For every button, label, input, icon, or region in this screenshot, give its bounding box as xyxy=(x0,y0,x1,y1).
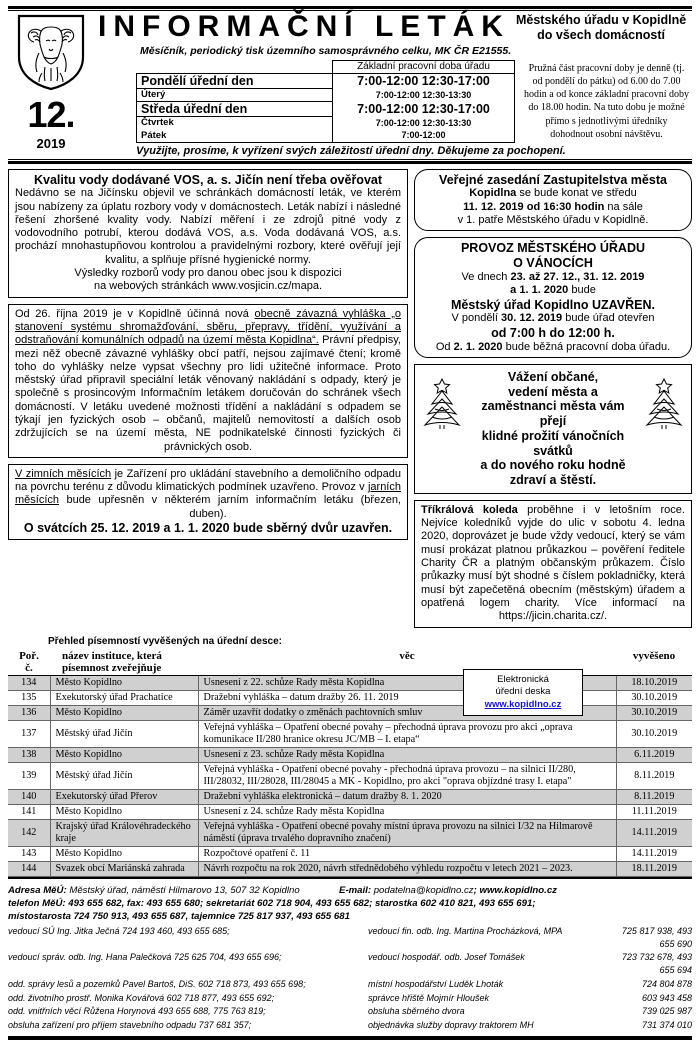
masthead-content xyxy=(94,11,692,157)
article-columns xyxy=(8,169,692,634)
winter-yard-box xyxy=(8,464,408,540)
row-number: 139 xyxy=(8,762,50,789)
issue-number: 12. xyxy=(27,94,75,135)
row-subject: Dražební vyhláška – datum dražby 26. 11. 2019 xyxy=(198,690,616,705)
row-number: 138 xyxy=(8,747,50,762)
christmas-dates-1: 23. až 27. 12., 31. 12. 2019 xyxy=(510,271,645,284)
issue-year: 2019 xyxy=(36,136,66,151)
row-number: 137 xyxy=(8,720,50,747)
row-subject: Dražební vyhláška elektronická – datum dražby 8. 1. 2020 xyxy=(198,789,616,804)
register-bottom-rule xyxy=(8,877,692,879)
staff-right-name: vedoucí hospodář. odb. Josef Tomášek xyxy=(368,952,525,963)
table-row xyxy=(8,804,692,819)
staff-left: odd. životního prostř. Monika Kovářová 602 718 877, 493 655 692; xyxy=(8,992,275,1003)
table-row xyxy=(8,747,692,762)
christmas-line2 xyxy=(421,284,685,297)
row-institution: Městský úřad Jičín xyxy=(50,762,198,789)
table-row xyxy=(8,861,692,876)
hours-row xyxy=(137,73,515,88)
staff-right-name: správce hřiště Mojmír Hloušek xyxy=(368,992,490,1003)
staff-left: odd. vnitřních věcí Růžena Horynová 493 655 688, 775 763 819; xyxy=(8,1006,266,1017)
table-body xyxy=(8,675,692,876)
row-number: 135 xyxy=(8,690,50,705)
waste-pre: Od 26. října 2019 je v Kopidlně účinná nová xyxy=(15,307,255,320)
row-institution: Svazek obcí Mariánská zahrada xyxy=(50,861,198,876)
meeting-datetime: 11. 12. 2019 od 16:30 hodin xyxy=(463,200,605,213)
spring-months: jarních měsících xyxy=(15,481,401,507)
row-subject: Usnesení z 23. schůze Rady města Kopidlna xyxy=(198,747,616,762)
meeting-town: Kopidlna xyxy=(469,187,517,200)
footer-address-line: Adresa MěÚ: Městský úřad, náměstí Hilmarovo 13, 507 32 Kopidlno E-mail: podatelna@kopidlno.cz; www.kopidlno.cz xyxy=(8,884,557,896)
greeting-line3: klidné prožití vánočních svátků xyxy=(481,428,625,458)
footer-staff-list xyxy=(8,925,692,1032)
table-row xyxy=(8,846,692,861)
email-label: E-mail: xyxy=(339,884,372,896)
christmas-tree-icon xyxy=(421,377,463,431)
three-kings-lead: Tříkrálová koleda xyxy=(421,503,518,516)
row-subject: Veřejná vyhláška - Opatření obecné povahy - přechodná úprava provozu – na silnici II/280, III/28032, III/28028, III/28045 a MK - Kopidlno, pro akci "oprava objízdné trasy I. etapa" xyxy=(198,762,616,789)
masthead-distribution: do všech domácností xyxy=(537,28,665,43)
water-quality-body: Nedávno se na Jičínsku objevil ve schránkách domácností leták, ve kterém jsou nabízeny za úplatu rozbory vody v domácnostech. Leták nabízí i následné řešení zhoršené kvality vody. Nabízí měření i ze zdrojů pitné vody z vodovodního potrubí, kterou dodává VOS, a.s. Voda dodávaná VOS, a.s. prochází mnohastupňovou kontrolou a pravidelnými rozbory, které ověřují její kvalitu, a splňuje přísné hygienické normy. xyxy=(15,187,401,266)
christmas-l2b: bude xyxy=(568,284,596,297)
footer-web[interactable]: www.kopidlno.cz xyxy=(479,884,557,896)
christmas-l4c: bude úřad otevřen xyxy=(562,312,655,325)
table-row xyxy=(8,720,692,747)
council-meeting-box xyxy=(414,169,692,232)
greeting-line2: vedení města a zaměstnanci města vám přejí xyxy=(481,384,625,429)
register-caption: Přehled písemností vyvěšených na úřední desce: xyxy=(48,635,282,647)
title-row xyxy=(98,11,692,44)
christmas-open-hours: od 7:00 h do 12:00 h. xyxy=(491,325,615,340)
christmas-closed-line: Městský úřad Kopidlno UZAVŘEN. xyxy=(451,297,655,312)
row-number: 141 xyxy=(8,804,50,819)
staff-row xyxy=(8,992,692,1005)
christmas-dates-2: a 1. 1. 2020 xyxy=(510,284,569,297)
office-hours-table-wrap xyxy=(136,60,515,143)
row-subject: Usnesení z 24. schůze Rady města Kopidlna xyxy=(198,804,616,819)
row-institution: Exekutorský úřad Přerov xyxy=(50,789,198,804)
row-institution: Městský úřad Jičín xyxy=(50,720,198,747)
row-institution: Město Kopidlno xyxy=(50,747,198,762)
meeting-line4: v 1. patře Městského úřadu v Kopidlně. xyxy=(457,213,649,226)
staff-right-name: obsluha sběrného dvora xyxy=(368,1006,465,1017)
hours-day: Úterý xyxy=(137,88,333,101)
header-number-l1: Poř. xyxy=(19,649,39,662)
edesk-link[interactable]: www.kopidlno.cz xyxy=(484,699,562,711)
staff-row xyxy=(8,978,692,991)
masthead-bottom-rule xyxy=(8,159,692,164)
staff-right-number: 731 374 010 xyxy=(641,1020,692,1031)
staff-row xyxy=(8,925,692,951)
staff-left: vedoucí SÚ Ing. Jitka Ječná 724 193 460, 493 655 685; xyxy=(8,925,230,936)
row-subject: Rozpočtové opatření č. 11 xyxy=(198,846,616,861)
row-institution: Město Kopidlno xyxy=(50,804,198,819)
meeting-line3 xyxy=(421,201,685,214)
row-number: 134 xyxy=(8,675,50,690)
greeting-line4: a do nového roku hodně xyxy=(480,458,626,473)
staff-left: odd. správy lesů a pozemků Pavel Bartoš, DiS. 602 718 873, 493 655 698; xyxy=(8,978,306,989)
winter-yard-body xyxy=(15,468,401,521)
electronic-official-board-callout xyxy=(463,669,583,716)
row-institution: Město Kopidlno xyxy=(50,705,198,720)
address-label: Adresa MěÚ: xyxy=(8,884,67,896)
table-row xyxy=(8,675,692,690)
header-institution-l1: název instituce, která xyxy=(62,649,162,662)
row-institution: Město Kopidlno xyxy=(50,846,198,861)
christmas-line6 xyxy=(421,341,685,354)
christmas-line1 xyxy=(421,271,685,284)
periodical-info: Měsíčník, periodický tisk územního samosprávného celku, MK ČR E21555. xyxy=(140,44,512,57)
hours-time: 7:00-12:00 12:30-13:30 xyxy=(333,116,515,129)
row-posted-date: 30.10.2019 xyxy=(616,690,692,705)
column-header-number xyxy=(8,649,50,676)
hours-day: Pátek xyxy=(137,129,333,142)
header-number-l2: č. xyxy=(25,661,33,674)
page-title: INFORMAČNÍ LETÁK xyxy=(98,10,510,43)
staff-right-name: místní hospodářství Luděk Lhoták xyxy=(368,978,504,989)
row-posted-date: 30.10.2019 xyxy=(616,705,692,720)
newsletter-page xyxy=(0,6,700,1031)
row-subject: Veřejná vyhláška – Opatření obecné povahy – přechodná úprava provozu pro akci „oprava komunikace II/280 hranice okresu JC/MB – I. etapa“ xyxy=(198,720,616,747)
staff-row xyxy=(8,1005,692,1018)
column-header-subject: věc xyxy=(198,649,616,676)
christmas-l6c: bude běžná pracovní doba úřadu. xyxy=(502,340,671,353)
waste-decree-name: obecně závazná vyhláška „o stanovení systému shromažďování, sběru, přepravy, třídění, využívání a odstraňování komunálních odpadů na území města Kopidlna“. xyxy=(15,307,401,347)
hours-row xyxy=(137,88,515,101)
meeting-line2 xyxy=(421,187,685,200)
hours-caption-row xyxy=(137,60,515,73)
hours-time: 7:00-12:00 12:30-17:00 xyxy=(333,73,515,88)
greeting-line5: zdraví a štěstí. xyxy=(509,473,597,488)
footer-deputy-line: místostarosta 724 750 913, 493 655 687, tajemnice 725 817 937, 493 655 681 xyxy=(8,910,350,922)
three-kings-text: proběhne i v letošním roce. Nejvíce koledníků vyjde do ulic v sobotu 4. ledna 2020, doprovázet je bude vždy vedoucí, který se vám musí prokázat platnou průkazkou – pověření ředitele Charity ČR a platným občanským průkazem. Číslo průkazky musí být shodné s číslem pokladničky, která musí být zapečetěná obecním (městským) úřadem a opatřená logem charity. Více informací na https://jicin.charita.cz/. xyxy=(421,503,685,623)
row-posted-date: 14.11.2019 xyxy=(616,819,692,846)
meeting-line1: Veřejné zasedání Zastupitelstva města xyxy=(439,172,667,187)
waste-decree-box xyxy=(8,304,408,458)
meeting-when: se bude konat ve středu xyxy=(516,187,637,200)
row-posted-date: 8.11.2019 xyxy=(616,789,692,804)
table-row xyxy=(8,789,692,804)
table-header-row xyxy=(8,649,692,676)
office-hours-table xyxy=(136,60,515,143)
table-head xyxy=(8,649,692,676)
masthead xyxy=(8,11,692,157)
email-value: podatelna@kopidlno.cz xyxy=(373,884,474,896)
staff-row xyxy=(8,1019,692,1032)
row-number: 142 xyxy=(8,819,50,846)
row-posted-date: 18.11.2019 xyxy=(616,861,692,876)
three-kings-collection-box xyxy=(414,500,692,628)
staff-right-number: 739 025 987 xyxy=(641,1006,692,1017)
register-table-wrap xyxy=(8,649,692,877)
hours-time: 7:00-12:00 xyxy=(333,129,515,142)
staff-left: obsluha zařízení pro příjem stavebního odpadu 737 681 357; xyxy=(8,1020,252,1031)
left-column xyxy=(8,169,408,634)
staff-right-name: vedoucí fin. odb. Ing. Martina Procházková, MPA xyxy=(368,925,563,936)
table-row xyxy=(8,705,692,720)
water-quality-body2: Výsledky rozborů vody pro danou obec jsou k dispozici xyxy=(74,267,342,280)
use-office-days-note: Využijte, prosíme, k vyřízení svých záležitostí úřední dny. Děkujeme za pochopení. xyxy=(136,144,566,157)
holiday-yard-closure: O svátcích 25. 12. 2019 a 1. 1. 2020 bude sběrný dvůr uzavřen. xyxy=(23,521,393,536)
winter-body-b: je Zařízení pro ukládání stavebního a demoličního odpadu na povrchu terénu z důvodu klimatických podmínek uzavřeno. Provoz v xyxy=(15,467,401,494)
staff-left: vedoucí správ. odb. Ing. Hana Palečková 725 625 704, 493 655 696; xyxy=(8,952,282,963)
staff-right-number: 724 804 878 xyxy=(641,978,692,989)
hours-and-flex xyxy=(98,60,692,143)
hours-row xyxy=(137,129,515,142)
table-row xyxy=(8,819,692,846)
column-header-posted: vyvěšeno xyxy=(616,649,692,676)
water-quality-body3: na webových stránkách www.vosjicin.cz/mapa. xyxy=(93,280,323,293)
christmas-open-date: 30. 12. 2019 xyxy=(501,312,563,325)
christmas-tree-icon xyxy=(643,377,685,431)
crest-column xyxy=(8,11,94,151)
row-subject: Návrh rozpočtu na rok 2020, návrh střednědobého výhledu rozpočtu v letech 2021 – 2023. xyxy=(198,861,616,876)
christmas-l1a: Ve dnech xyxy=(461,271,511,284)
three-kings-body xyxy=(421,504,685,624)
row-number: 144 xyxy=(8,861,50,876)
hours-time: 7:00-12:00 12:30-17:00 xyxy=(333,101,515,116)
hours-day: Čtvrtek xyxy=(137,116,333,129)
row-posted-date: 11.11.2019 xyxy=(616,804,692,819)
row-number: 140 xyxy=(8,789,50,804)
row-institution: Město Kopidlno xyxy=(50,675,198,690)
christmas-line4 xyxy=(421,312,685,325)
edesk-line2: úřední deska xyxy=(495,685,551,697)
water-quality-title: Kvalitu vody dodávané VOS, a. s. Jičín není třeba ověřovat xyxy=(33,172,383,187)
footer-phones-line: telefon MěÚ: 493 655 682, fax: 493 655 680; sekretariát 602 718 904, 493 655 682; starostka 602 410 821, 493 655 691; xyxy=(8,897,536,909)
address-value: Městský úřad, náměstí Hilmarovo 13, 507 32 Kopidlno xyxy=(69,884,300,896)
hours-time: 7:00-12:00 12:30-13:30 xyxy=(333,88,515,101)
christmas-office-hours-box xyxy=(414,237,692,358)
row-institution: Exekutorský úřad Prachatice xyxy=(50,690,198,705)
staff-right-name: objednávka služby dopravy traktorem MH xyxy=(368,1020,534,1031)
meeting-place-part: na sále xyxy=(604,200,643,213)
row-posted-date: 6.11.2019 xyxy=(616,747,692,762)
row-subject: Záměr uzavřít dodatky o změnách pachtovních smluv xyxy=(198,705,616,720)
official-board-table xyxy=(8,649,692,877)
holiday-greeting-box xyxy=(414,364,692,494)
ram-head-coat-of-arms-icon xyxy=(15,13,87,91)
christmas-l6a: Od xyxy=(435,340,454,353)
christmas-l4a: V pondělí xyxy=(451,312,501,325)
winter-body-d: bude upřesněn v některém jarním informačním letáku (březen, duben). xyxy=(59,494,401,520)
flexible-hours-note: Pružná část pracovní doby je denně (tj. od pondělí do pátku) od 6.00 do 7.00 hodin a od konce základní pracovní doby do 18.00 hodin. Na tuto dobu je možné přímo s jednotlivými úředníky dohodnout osobní návštěvu. xyxy=(524,62,689,140)
christmas-office-title1: PROVOZ MĚSTSKÉHO ÚŘADU xyxy=(460,241,646,256)
bottom-rule xyxy=(8,1036,692,1040)
row-number: 136 xyxy=(8,705,50,720)
hours-day: Středa úřední den xyxy=(137,101,333,116)
row-number: 143 xyxy=(8,846,50,861)
table-row xyxy=(8,762,692,789)
edesk-line1: Elektronická xyxy=(497,673,549,685)
hours-caption: Základní pracovní doba úřadu xyxy=(333,60,515,73)
row-subject: Usnesení z 22. schůze Rady města Kopidlna xyxy=(198,675,616,690)
row-posted-date: 30.10.2019 xyxy=(616,720,692,747)
christmas-office-title2: O VÁNOCÍCH xyxy=(513,256,593,271)
waste-post: Právní předpisy, mezi něž obecně závazné vyhlášky obcí patří, nejsou zajímavé čtení; kromě toho do vyhlášky nelze vypsat všechny pro lidi užitečné informace. Proto městský úřad připravil speciální leták věnovaný nakládání s odpady, který je společně s prosincovým Informačním letákem doručován do schránek všech domácností. V letáku uvedené možnosti třídění a nakládání s odpadem se týkají jen fyzických osob – občanů, majitelů nemovitostí a dalších osob zdržujících se na území města, NE podnikatelské činnosti fyzických či právnických osob. xyxy=(15,334,401,453)
christmas-resume-date: 2. 1. 2020 xyxy=(453,340,503,353)
hours-day: Pondělí úřední den xyxy=(137,73,333,88)
staff-right-number: 603 943 458 xyxy=(641,992,692,1003)
column-header-institution xyxy=(50,649,198,676)
masthead-subtitle-right xyxy=(510,11,686,44)
staff-right-number: 725 817 938, 493 655 690 xyxy=(621,925,692,949)
row-institution: Krajský úřad Královéhradeckého kraje xyxy=(50,819,198,846)
staff-right-number: 723 732 678, 493 655 694 xyxy=(621,952,692,976)
masthead-office: Městského úřadu v Kopidlně xyxy=(515,13,687,27)
row-posted-date: 8.11.2019 xyxy=(616,762,692,789)
table-row xyxy=(8,690,692,705)
water-quality-box xyxy=(8,169,408,298)
row-posted-date: 18.10.2019 xyxy=(616,675,692,690)
hours-row xyxy=(137,101,515,116)
footer-contacts xyxy=(8,885,692,1032)
row-posted-date: 14.11.2019 xyxy=(616,846,692,861)
header-institution-l2: písemnost zveřejňuje xyxy=(62,661,162,674)
waste-decree-body xyxy=(15,308,401,454)
right-column xyxy=(414,169,692,634)
winter-months: V zimních měsících xyxy=(15,467,112,480)
row-subject: Veřejná vyhláška - Opatření obecné povahy místní úprava provozu na silnici I/32 na Hilmarově náměstí (úprava trvalého dopravního značení) xyxy=(198,819,616,846)
greeting-line1: Vážení občané, xyxy=(507,369,599,384)
hours-row xyxy=(137,116,515,129)
staff-row xyxy=(8,951,692,977)
